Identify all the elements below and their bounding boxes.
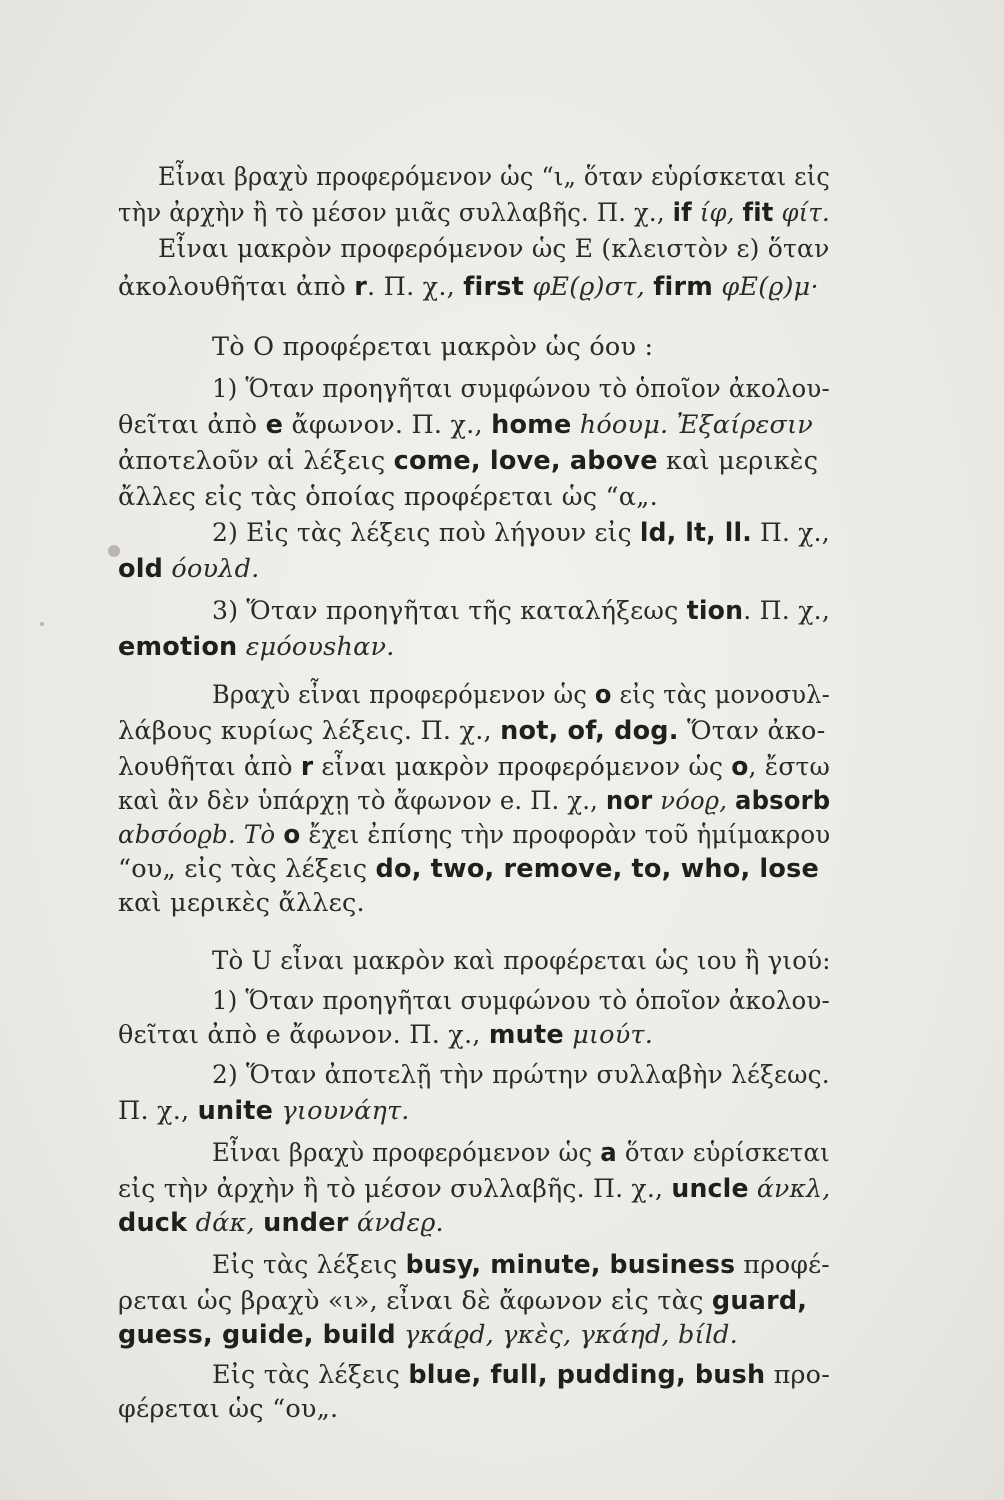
pronunciation: νόοϱ, bbox=[652, 786, 736, 816]
bold-word: mute bbox=[488, 1020, 564, 1050]
text: τὴν ἀρχὴν ἢ τὸ μέσον μιᾶς συλλαβῆς. Π. χ., bbox=[118, 198, 673, 228]
text-line bbox=[118, 784, 831, 818]
text: εἰς τὴν ἀρχὴν ἢ τὸ μέσον συλλαβῆς. Π. χ., bbox=[118, 1174, 672, 1204]
bold-word: guard, bbox=[711, 1286, 808, 1316]
text: 1) Ὅταν προηγῆται συμφώνου τὸ ὁποῖον ἀκολου- bbox=[212, 374, 830, 404]
text-line bbox=[212, 330, 830, 364]
text-line bbox=[212, 1136, 830, 1170]
bold-word: o bbox=[594, 680, 612, 710]
text-line bbox=[118, 714, 830, 748]
text: Τὸ U εἶναι μακρὸν καὶ προφέρεται ὡς ιου ἢ γιού: bbox=[212, 946, 831, 976]
bold-word: under bbox=[263, 1208, 349, 1238]
bold-word: first bbox=[463, 272, 525, 302]
text-line bbox=[118, 444, 830, 478]
text: Εἰς τὰς λέξεις bbox=[212, 1360, 409, 1390]
text: λάβους κυρίως λέξεις. Π. χ., bbox=[118, 716, 501, 746]
text: λουθῆται ἀπὸ bbox=[118, 752, 301, 782]
pronunciation: γκάϱd, γκὲς, γκάηd, bίld. bbox=[395, 1320, 738, 1350]
text-line bbox=[118, 852, 830, 886]
text-line bbox=[212, 984, 830, 1018]
text-line bbox=[158, 232, 830, 266]
text: “ου„ εἰς τὰς λέξεις bbox=[118, 854, 376, 884]
pronunciation: φE(ϱ)μ· bbox=[713, 272, 819, 302]
pronunciation: ίφ, bbox=[691, 198, 743, 228]
text: Εἰς τὰς λέξεις bbox=[212, 1250, 406, 1280]
text: . Π. χ., bbox=[743, 596, 831, 626]
text-line bbox=[212, 678, 830, 712]
text-line bbox=[118, 408, 830, 442]
bold-word: if bbox=[672, 198, 692, 228]
text-line bbox=[212, 944, 831, 978]
text: ἀποτελοῦν αἱ λέξεις bbox=[118, 446, 394, 476]
text-line bbox=[212, 1058, 830, 1092]
text-line bbox=[118, 1284, 830, 1318]
pronunciation: εμόουshαν. bbox=[237, 632, 395, 662]
text-line bbox=[118, 552, 830, 586]
pronunciation: φE(ϱ)στ, bbox=[524, 272, 654, 302]
text: καὶ ἂν δὲν ὑπάρχῃ τὸ ἄφωνον e. Π. χ., bbox=[118, 786, 606, 816]
text-line bbox=[212, 1358, 829, 1392]
text: ἀκολουθῆται ἀπὸ bbox=[118, 272, 355, 302]
bold-word: r bbox=[300, 752, 314, 782]
bold-word: absorb bbox=[735, 786, 831, 816]
text-line bbox=[118, 1206, 830, 1240]
text-line bbox=[118, 1392, 830, 1426]
bold-word: do, two, remove, to, who, lose bbox=[375, 854, 819, 884]
text-line bbox=[118, 196, 830, 230]
bold-word: e bbox=[265, 410, 284, 440]
bold-word: blue, full, pudding, bush bbox=[408, 1360, 766, 1390]
bold-word: duck bbox=[118, 1208, 188, 1238]
text: 1) Ὅταν προηγῆται συμφώνου τὸ ὁποῖον ἀκολου- bbox=[212, 986, 830, 1016]
text: ἄφωνον. Π. χ., bbox=[283, 410, 492, 440]
text: Εἶναι βραχὺ προφερόμενον ὡς “ι„ ὅταν εὑρίσκεται εἰς bbox=[158, 162, 831, 192]
text-line bbox=[118, 750, 831, 784]
pronunciation: άνκλ, bbox=[748, 1174, 831, 1204]
text-line bbox=[118, 630, 830, 664]
text-line bbox=[212, 1248, 830, 1282]
bold-word: emotion bbox=[118, 632, 238, 662]
text: ρεται ὡς βραχὺ «ι», εἶναι δὲ ἄφωνον εἰς τὰς bbox=[118, 1286, 712, 1316]
pronunciation: hόουμ. Ἐξαίρεσιν bbox=[571, 410, 813, 440]
text-line bbox=[118, 1094, 830, 1128]
text: εἶναι μακρὸν προφερόμενον ὡς bbox=[313, 752, 732, 782]
text: 2) Εἰς τὰς λέξεις ποὺ λήγουν εἰς bbox=[212, 518, 640, 548]
text: 2) Ὅταν ἀποτελῇ τὴν πρώτην συλλαβὴν λέξεως. bbox=[212, 1060, 830, 1090]
text-line bbox=[118, 1318, 830, 1352]
bold-word: come, love, above bbox=[393, 446, 658, 476]
text-line bbox=[158, 160, 831, 194]
text: ὅταν εὑρίσκεται bbox=[616, 1138, 830, 1168]
text: ἄλλες εἰς τὰς ὁποίας προφέρεται ὡς “α„. bbox=[118, 482, 658, 512]
pronunciation: όουλd. bbox=[163, 554, 260, 584]
bold-word: not, of, dog. bbox=[500, 716, 679, 746]
text: θεῖται ἀπὸ e ἄφωνον. Π. χ., bbox=[118, 1020, 489, 1050]
bold-word: uncle bbox=[671, 1174, 749, 1204]
bold-word: guess, guide, build bbox=[118, 1320, 396, 1350]
bold-word: tion bbox=[686, 596, 744, 626]
pronunciation: dάκ, bbox=[187, 1208, 264, 1238]
pronunciation: μιούτ. bbox=[563, 1020, 654, 1050]
text-line bbox=[212, 372, 830, 406]
bold-word: r bbox=[354, 272, 368, 302]
text: Π. χ., bbox=[118, 1096, 198, 1126]
bold-word: o bbox=[283, 820, 301, 850]
text: Ὅταν ἀκο- bbox=[678, 716, 826, 746]
bold-word: old bbox=[118, 554, 164, 584]
text-line bbox=[118, 1172, 831, 1206]
text: Π. χ., bbox=[751, 518, 830, 548]
pronunciation: γιουνάητ. bbox=[273, 1096, 410, 1126]
text: Εἶναι βραχὺ προφερόμενον ὡς bbox=[212, 1138, 601, 1168]
text: προ- bbox=[765, 1360, 830, 1390]
pronunciation: άνdεϱ. bbox=[348, 1208, 444, 1238]
bold-word: fit bbox=[742, 198, 774, 228]
text-line bbox=[212, 516, 830, 550]
text: προφέ- bbox=[735, 1250, 830, 1280]
text: θεῖται ἀπὸ bbox=[118, 410, 266, 440]
text: . Π. χ., bbox=[367, 272, 464, 302]
bold-word: o bbox=[731, 752, 749, 782]
bold-word: ld, lt, ll. bbox=[639, 518, 752, 548]
text-line bbox=[118, 1018, 830, 1052]
text: καὶ μερικὲς bbox=[657, 446, 819, 476]
text: εἰς τὰς μονοσυλ- bbox=[611, 680, 830, 710]
text: Βραχὺ εἶναι προφερόμενον ὡς bbox=[212, 680, 595, 710]
pronunciation: φίτ. bbox=[773, 198, 830, 228]
text-line bbox=[118, 270, 830, 304]
text: Εἶναι μακρὸν προφερόμενον ὡς E (κλειστὸν ε) ὅταν bbox=[158, 234, 830, 264]
bold-word: busy, minute, business bbox=[405, 1250, 736, 1280]
bold-word: firm bbox=[653, 272, 714, 302]
pronunciation: αbσόοϱb. Τὸ bbox=[118, 820, 284, 850]
ink-spot bbox=[40, 622, 44, 626]
text: φέρεται ὡς “ου„. bbox=[118, 1394, 339, 1424]
text: 3) Ὅταν προηγῆται τῆς καταλήξεως bbox=[212, 596, 687, 626]
bold-word: unite bbox=[197, 1096, 274, 1126]
text-line bbox=[212, 594, 831, 628]
bold-word: a bbox=[600, 1138, 617, 1168]
text: καὶ μερικὲς ἄλλες. bbox=[118, 888, 365, 918]
text-line bbox=[118, 480, 830, 514]
text-line bbox=[118, 818, 831, 852]
text-line bbox=[118, 886, 830, 920]
text: Τὸ O προφέρεται μακρὸν ὡς όου : bbox=[212, 332, 654, 362]
bold-word: nor bbox=[605, 786, 653, 816]
text: , ἔστω bbox=[748, 752, 831, 782]
bold-word: home bbox=[491, 410, 572, 440]
text: ἔχει ἐπίσης τὴν προφορὰν τοῦ ἡμίμακρου bbox=[300, 820, 831, 850]
